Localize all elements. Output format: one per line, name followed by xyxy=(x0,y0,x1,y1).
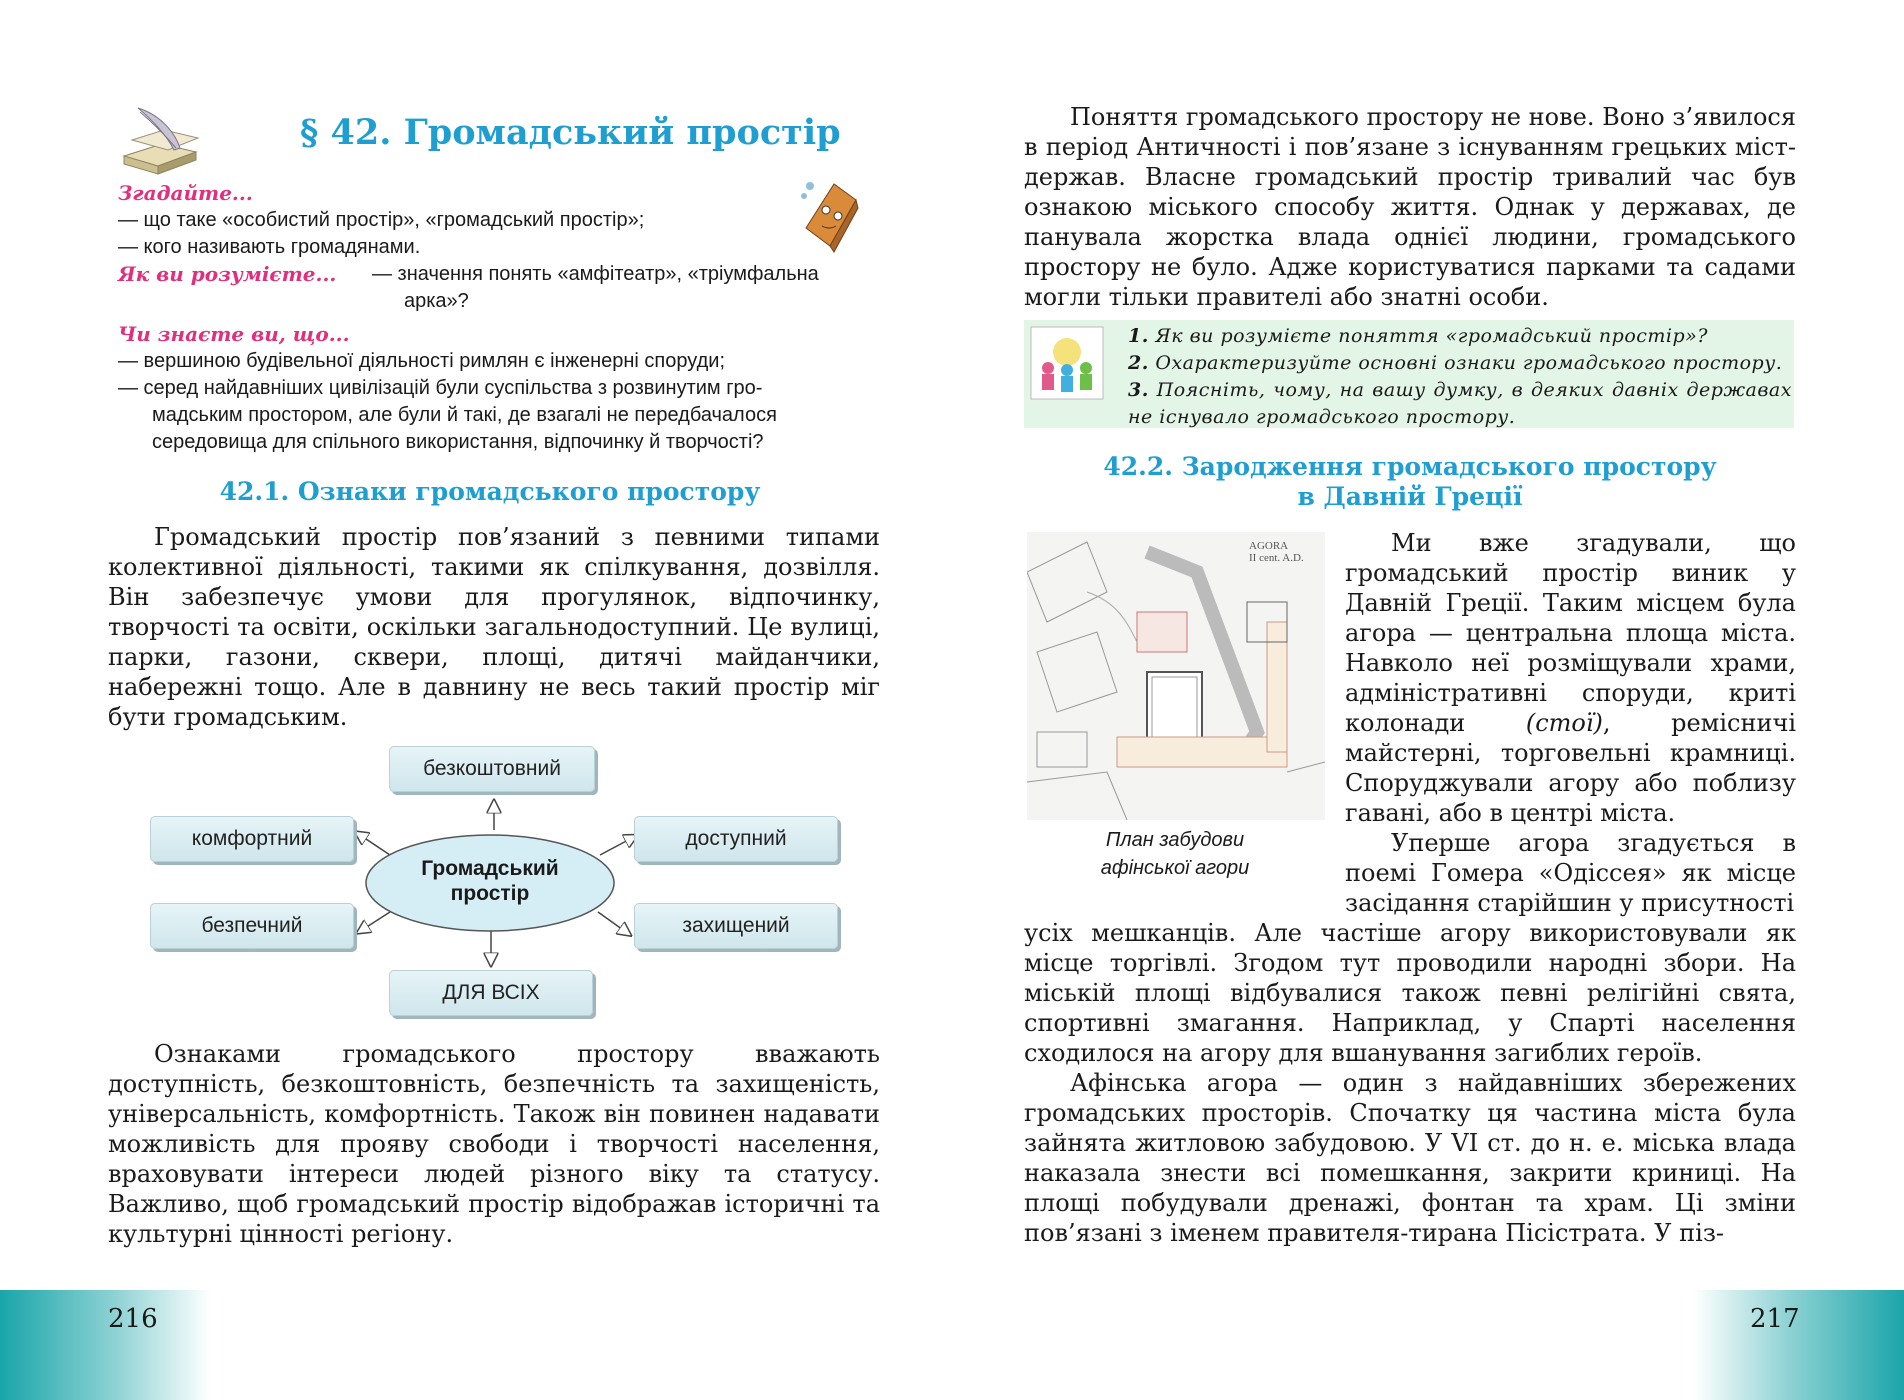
paragraph-text: Поняття громадського простору не нове. Воно з’явилося в період Античності і пов’язане з існуванням грецьких міст-держав. Власне громадський простір тривалий час був ознакою міського способу життя. Однак у державах, де панувала жорстка влада однієї людини, громадського простору не було. Адже користуватися парками та садами могли тільки правителі або знатні особи. xyxy=(1024,103,1796,311)
map-label xyxy=(1249,540,1304,564)
questions-list xyxy=(1128,323,1792,431)
question-number: 2. xyxy=(1128,352,1149,374)
paragraph-text: усіх мешканців. Але частіше агору використовували як місце торгівлі. Згодом тут проводили народні збори. На міській площі відбувалися також певні релігійні свята, спортивні змагання. Наприклад, у Спарті населення сходилося на агору для вшанування загиблих героїв. xyxy=(1024,919,1796,1067)
question-item xyxy=(1128,350,1792,377)
understand-heading: Як ви розумієте... xyxy=(118,262,337,286)
question-text: Як ви розумієте поняття «громадський простір»? xyxy=(1155,325,1708,347)
diagram-center-line: Громадський xyxy=(421,857,559,880)
section-heading-line: 42.2. Зародження громадського простору xyxy=(1103,452,1717,481)
remember-item: — що таке «особистий простір», «громадський простір»; xyxy=(118,209,645,231)
paragraph-text-part: , ремісничі майстерні, торговельні крамниці. Споруджували агору або поблизу гавані, або в центрі міста. xyxy=(1345,709,1796,827)
question-number: 3. xyxy=(1128,379,1149,401)
diagram-center xyxy=(366,856,614,906)
question-number: 1. xyxy=(1128,325,1149,347)
chapter-title: § 42. Громадський простір xyxy=(300,112,841,153)
question-item xyxy=(1128,377,1792,431)
paragraph-text xyxy=(1345,528,1796,828)
paragraph-text: Уперше агора згадується в поемі Гомера «Одіссея» як місце засідання старійшин у присутності xyxy=(1345,829,1796,917)
paragraph xyxy=(108,1039,880,1249)
diagram-node-accessible: доступний xyxy=(634,816,838,862)
question-item xyxy=(1128,323,1792,350)
question-text: Охарактеризуйте основні ознаки громадського простору. xyxy=(1155,352,1783,374)
page-number: 216 xyxy=(108,1304,158,1334)
paragraph-italic-term: (стої) xyxy=(1525,709,1603,737)
footer-band xyxy=(0,1290,210,1400)
map-label-line: II cent. A.D. xyxy=(1249,552,1304,564)
question-text: Поясніть, чому, на вашу думку, в деяких давніх державах не існувало громадського простору. xyxy=(1128,379,1792,428)
remember-heading: Згадайте... xyxy=(118,181,253,205)
remember-item: — кого називають громадянами. xyxy=(118,236,421,258)
agora-map xyxy=(1027,532,1325,820)
map-caption xyxy=(1050,826,1300,882)
agora-plan-drawing xyxy=(1027,532,1325,820)
know-item-cont: мадським простором, але були й такі, де взагалі не передбачалося xyxy=(152,404,777,426)
understand-text: — значення понять «амфітеатр», «тріумфальна xyxy=(372,263,819,285)
diagram-node-comfortable: комфортний xyxy=(150,816,354,862)
diagram-node-free: безкоштовний xyxy=(389,746,595,792)
map-caption-line: План забудови xyxy=(1105,829,1245,851)
paragraph-text: Ознаками громадського простору вважають доступність, безкоштовність, безпечність та захищеність, універсальність, комфортність. Також він повинен надавати можливість для прояву свободи і творчості населення, враховувати інтереси людей різного віку та статусу. Важливо, щоб громадський простір відображав історичні та культурні цінності регіону. xyxy=(108,1040,880,1248)
map-caption-line: афінської агори xyxy=(1100,857,1250,879)
paragraph xyxy=(1024,918,1796,1248)
diagram-node-protected: захищений xyxy=(634,903,838,949)
section-heading: 42.1. Ознаки громадського простору xyxy=(219,477,761,506)
understand-text-cont: арка»? xyxy=(404,290,469,312)
people-group-icon xyxy=(1030,326,1104,400)
paragraph-text: Афінська агора — один з найдавніших збережених громадських просторів. Спочатку ця частина міста була зайнята житловою забудовою. У VI ст. до н. е. міська влада наказала знести всі помешкання, закрити криниці. На площі побудували дренажі, фонтан та храм. Ці зміни пов’язані з іменем правителя-тирана Пісістрата. У піз- xyxy=(1024,1069,1796,1247)
page-number: 217 xyxy=(1750,1304,1800,1334)
know-item: — вершиною будівельної діяльності римлян є інженерні споруди; xyxy=(118,350,726,372)
paragraph xyxy=(1024,102,1796,312)
diagram-node-safe: безпечний xyxy=(150,903,354,949)
section-heading xyxy=(1024,452,1796,512)
know-heading: Чи знаєте ви, що... xyxy=(118,322,350,346)
diagram-center-line: простір xyxy=(450,882,530,905)
know-item-cont: середовища для спільного використання, відпочинку й творчості? xyxy=(152,431,764,453)
know-item: — серед найдавніших цивілізацій були суспільства з розвинутим гро- xyxy=(118,377,763,399)
paragraph xyxy=(1345,528,1796,918)
map-label-line: AGORA xyxy=(1249,540,1289,552)
paragraph-text-part: Ми вже згадували, що громадський простір виник у Давній Греції. Таким місцем була агора — центральна площа міста. Навколо неї розміщували храми, адміністративні споруди, криті колонади xyxy=(1345,529,1796,737)
paragraph-text: Громадський простір пов’язаний з певними типами колективної діяльності, такими як спілкування, дозвілля. Він забезпечує умови для прогулянок, відпочинку, творчості та освіти, оскільки загальнодоступний. Це вулиці, парки, газони, сквери, площі, дитячі майданчики, набережні тощо. Але в давнину не весь такий простір міг бути громадським. xyxy=(108,523,880,731)
section-heading-line: в Давній Греції xyxy=(1297,482,1523,511)
diagram-node-for-all: ДЛЯ ВСІХ xyxy=(389,970,593,1016)
